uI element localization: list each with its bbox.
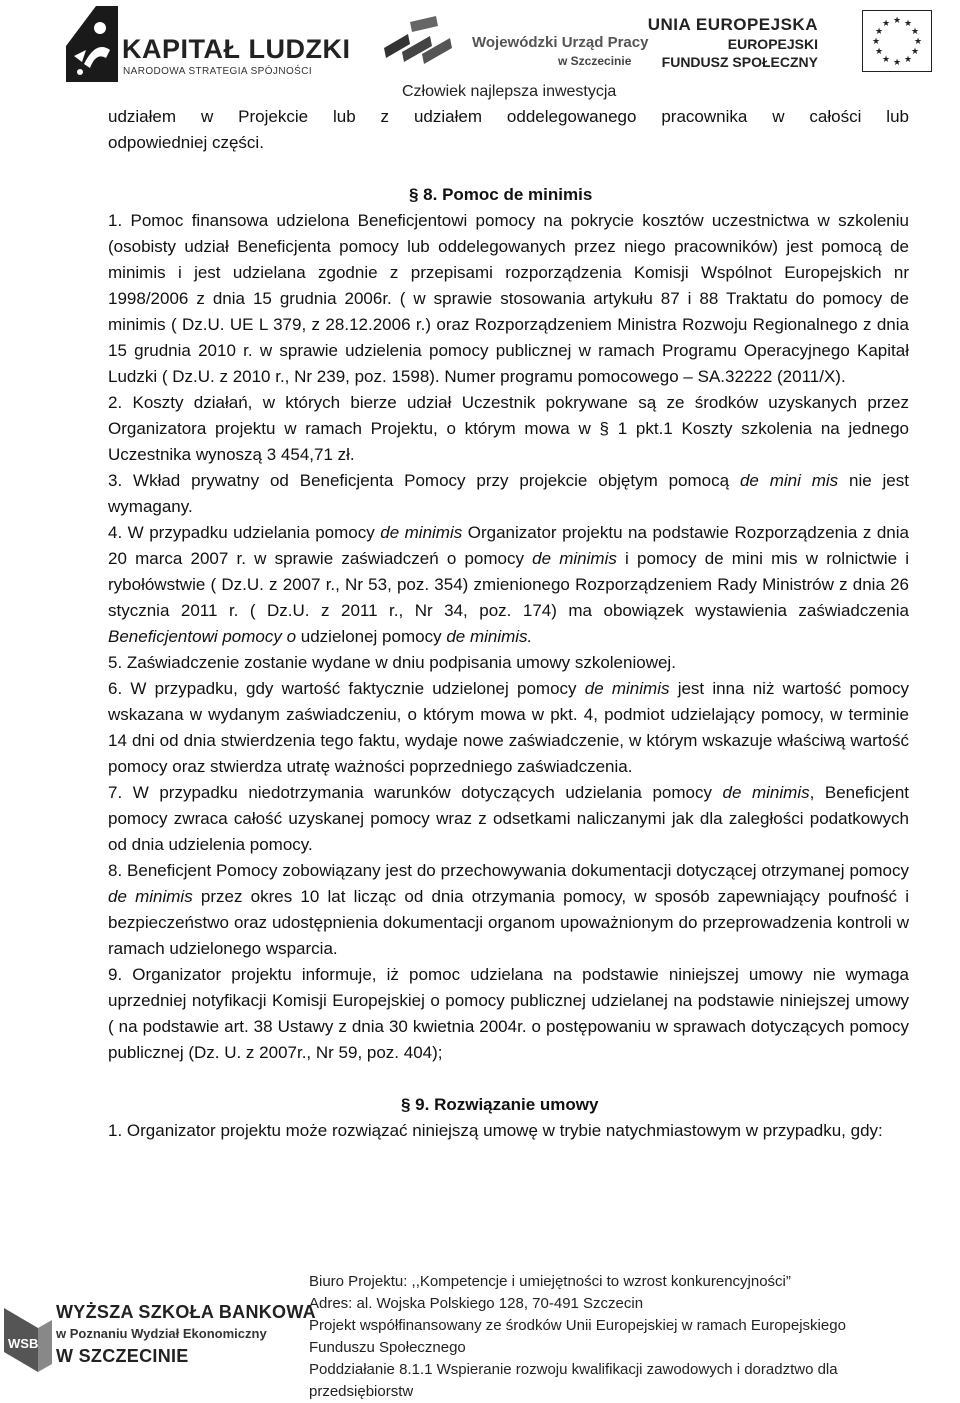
point-4-emphasis-4: de minimis. [446, 627, 533, 646]
wup-name: Wojewódzki Urząd Pracy [472, 34, 649, 51]
wsb-name: WYŻSZA SZKOŁA BANKOWA [56, 1302, 316, 1322]
wsb-city: W SZCZECINIE [56, 1346, 189, 1366]
wup-emblem-icon [380, 14, 460, 70]
footer-info-line: Adres: al. Wojska Polskiego 128, 70-491 Szczecin [309, 1295, 644, 1312]
point-3-text-end: nie jest wymagany. [108, 471, 909, 516]
point-7-emphasis: de minimis [722, 783, 810, 802]
section-9-point-1: 1. Organizator projektu może rozwiązać niniejszą umowę w trybie natychmiastowym w przypadku, gdy: [108, 1121, 883, 1140]
section-8-point-2: 2. Koszty działań, w których bierze udział Uczestnik pokrywane są ze środków uzyskanych przez Organizatora projektu w ramach Projektu, o którym mowa w § 1 pkt.1 Koszty szkolenia na jednego Uczestnika wynoszą 3 454,71 zł. [108, 393, 909, 464]
document-body [108, 104, 909, 1144]
svg-text:★: ★ [892, 58, 902, 68]
point-7-text-a: 7. W przypadku niedotrzymania warunków dotyczących udzielania pomocy [108, 783, 723, 802]
svg-text:★: ★ [910, 47, 920, 57]
kapital-ludzki-logo [66, 6, 351, 84]
kapital-ludzki-emblem-icon [66, 6, 118, 82]
point-4-text-a: 4. W przypadku udzielania pomocy [108, 523, 381, 542]
point-4-emphasis-1: de minimis [380, 523, 463, 542]
svg-text:★: ★ [913, 37, 923, 47]
footer-project-info [309, 1271, 929, 1403]
kapital-ludzki-subtitle: NARODOWA STRATEGIA SPÓJNOŚCI [123, 66, 313, 77]
eu-line-2: EUROPEJSKI [727, 36, 818, 52]
point-4-text-d: udzielonej pomocy [296, 627, 447, 646]
header-tagline: Człowiek najlepsza inwestycja [402, 83, 617, 100]
svg-text:★: ★ [874, 27, 884, 37]
point-8-text-b: przez okres 10 lat licząc od dnia otrzymania pomocy, w sposób zapewniający poufność i bezpieczeństwo oraz udostępnienia dokumentacji organom upoważnionym do przeprowadzenia kontroli w ramach udzielonego wsparcia. [108, 887, 909, 958]
svg-text:★: ★ [892, 16, 902, 26]
section-8-point-7 [108, 780, 909, 858]
point-6-emphasis: de minimis [584, 679, 670, 698]
footer-info-line: Funduszu Społecznego [309, 1339, 466, 1356]
svg-text:★: ★ [871, 37, 881, 47]
point-4-emphasis-2: de minimis [532, 549, 617, 568]
section-8-point-5: 5. Zaświadczenie zostanie wydane w dniu podpisania umowy szkoleniowej. [108, 653, 676, 672]
point-4-text-c: i pomocy de mini mis w rolnictwie i rybołówstwie ( Dz.U. z 2007 r., Nr 53, poz. 354) zmienionego Rozporządzeniem Rady Ministrów z dnia 26 stycznia 2011 r. ( Dz.U. z 2011 r., Nr 34, poz. 174) ma obowiązek wystawienia zaświadczenia [108, 549, 909, 620]
point-4-emphasis-3: Beneficjentowi pomocy o [108, 627, 297, 646]
point-3-text: 3. Wkład prywatny od Beneficjenta Pomocy przy projekcie objętym pomocą [108, 471, 740, 490]
wup-city: w Szczecinie [558, 54, 632, 68]
footer-info-line: Poddziałanie 8.1.1 Wspieranie rozwoju kwalifikacji zawodowych i doradztwo dla [309, 1361, 838, 1378]
point-8-text-a: 8. Beneficjent Pomocy zobowiązany jest do przechowywania dokumentacji dotyczącej otrzymanej pomocy [108, 861, 909, 880]
section-8-point-3 [108, 468, 909, 520]
svg-text:WSB: WSB [8, 1336, 39, 1351]
point-4-text-b: Organizator projektu na podstawie Rozporządzenia z dnia 20 marca 2007 r. w sprawie zaświadczeń o pomocy [108, 523, 909, 568]
section-9-heading: § 9. Rozwiązanie umowy [401, 1095, 599, 1114]
point-6-text-a: 6. W przypadku, gdy wartość faktycznie udzielonej pomocy [108, 679, 585, 698]
eu-flag-icon [862, 10, 932, 72]
section-8-heading: § 8. Pomoc de minimis [409, 185, 593, 204]
continuation-line-2: odpowiedniej części. [108, 133, 264, 152]
svg-text:★: ★ [910, 27, 920, 37]
kapital-ludzki-title: KAPITAŁ LUDZKI [122, 34, 351, 64]
page-header [0, 0, 960, 100]
wup-logo [380, 14, 649, 70]
eu-line-3: FUNDUSZ SPOŁECZNY [661, 54, 818, 70]
svg-text:★: ★ [903, 19, 913, 29]
section-8-point-9: 9. Organizator projektu informuje, iż pomoc udzielana na podstawie niniejszej umowy nie wymaga uprzedniej notyfikacji Komisji Europejskiej o pomocy publicznej udzielanej na podstawie niniejszej umowy ( na podstawie art. 38 Ustawy z dnia 30 kwietnia 2004r. o postępowaniu w sprawach dotyczących pomocy publicznej (Dz. U. z 2007r., Nr 59, poz. 404); [108, 965, 909, 1062]
svg-text:★: ★ [874, 47, 884, 57]
section-8-point-4 [108, 520, 909, 650]
section-8-point-1: 1. Pomoc finansowa udzielona Beneficjentowi pomocy na pokrycie kosztów uczestnictwa w szkoleniu (osobisty udział Beneficjenta pomocy lub oddelegowanych przez niego pracowników) jest pomocą de minimis i jest udzielana zgodnie z przepisami rozporządzenia Komisji Wspólnot Europejskich nr 1998/2006 z dnia 15 grudnia 2006r. ( w sprawie stosowania artykułu 87 i 88 Traktatu do pomocy de minimis ( Dz.U. UE L 379, z 28.12.2006 r.) oraz Rozporządzeniem Ministra Rozwoju Regionalnego z dnia 15 grudnia 2010 r. w sprawie udzielenia pomocy publicznej w ramach Programu Operacyjnego Kapitał Ludzki ( Dz.U. z 2010 r., Nr 239, poz. 1598). Numer programu pomocowego – SA.32222 (2011/X). [108, 211, 909, 386]
point-6-text-b: jest inna niż wartość pomocy wskazana w wydanym zaświadczeniu, o którym mowa w pkt. 4, podmiot udzielający pomocy, w terminie 14 dni od dnia stwierdzenia tego faktu, wydaje nowe zaświadczenie, w którym wskazuje właściwą wartość pomocy oraz stwierdza utratę ważności poprzedniego zaświadczenia. [108, 679, 909, 776]
eu-text-block [648, 14, 818, 71]
section-8-point-6 [108, 676, 909, 780]
footer-info-line: Biuro Projektu: ,,Kompetencje i umiejętności to wzrost konkurencyjności” [309, 1273, 791, 1290]
point-3-emphasis: de mini mis [739, 471, 839, 490]
point-7-text-b: , Beneficjent pomocy zwraca całość uzyskanej pomocy wraz z odsetkami naliczanymi jak dla zaległości podatkowych od dnia udzielenia pomocy. [108, 783, 909, 854]
wsb-emblem-icon [4, 1298, 52, 1372]
point-8-emphasis: de minimis [108, 887, 193, 906]
footer-info-line: przedsiębiorstw [309, 1383, 414, 1400]
wsb-faculty: w Poznaniu Wydział Ekonomiczny [56, 1326, 267, 1341]
section-8-point-8 [108, 858, 909, 962]
eu-line-1: UNIA EUROPEJSKA [647, 15, 818, 34]
footer-info-line: Projekt współfinansowany ze środków Unii Europejskiej w ramach Europejskiego [309, 1317, 846, 1334]
svg-text:★: ★ [881, 55, 891, 65]
wsb-logo [4, 1298, 316, 1372]
svg-text:★: ★ [903, 55, 913, 65]
continuation-line-1: udziałem w Projekcie lub z udziałem oddelegowanego pracownika w całości lub [108, 107, 909, 126]
svg-text:★: ★ [881, 19, 891, 29]
